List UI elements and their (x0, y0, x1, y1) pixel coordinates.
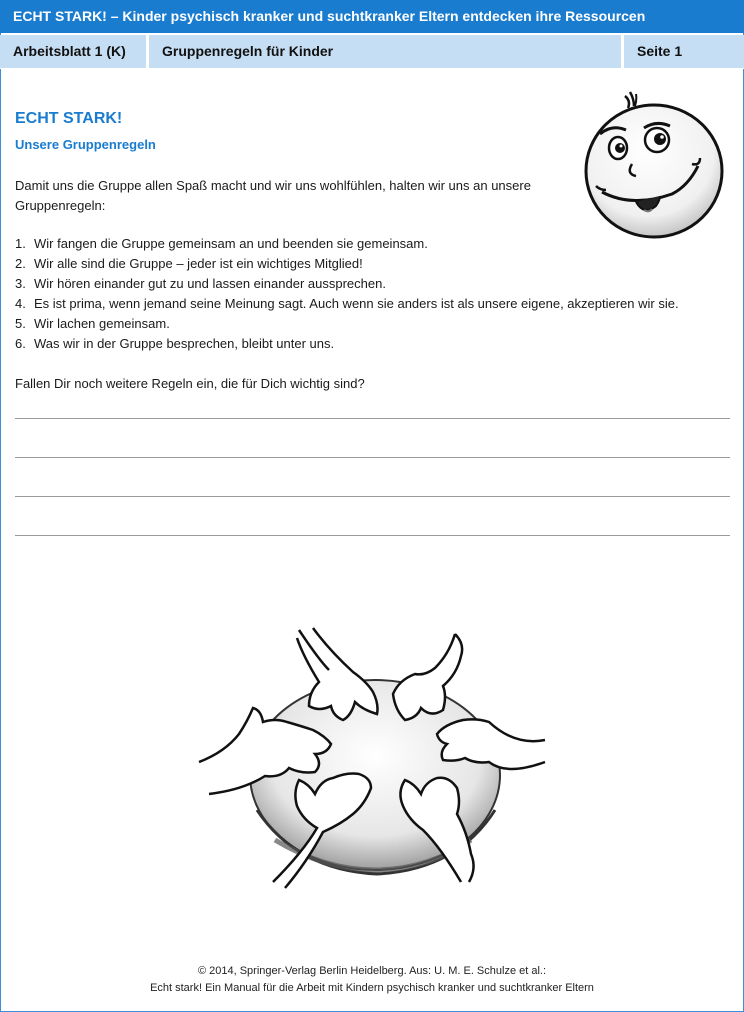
rule-text: Wir lachen gemeinsam. (34, 316, 170, 331)
rule-item (15, 314, 679, 334)
rule-item (15, 334, 679, 354)
worksheet-number: Arbeitsblatt 1 (K) (0, 35, 146, 68)
rule-number: 4. (15, 296, 26, 311)
intro-text: Damit uns die Gruppe allen Spaß macht und wir uns wohlfühlen, halten wir uns an unsere Gruppenregeln: (15, 178, 531, 213)
footer-line: Echt stark! Ein Manual für die Arbeit mit Kindern psychisch kranker und suchtkranker Eltern (150, 982, 594, 994)
footer-line: © 2014, Springer-Verlag Berlin Heidelberg. Aus: U. M. E. Schulze et al.: (197, 965, 547, 977)
rule-text: Wir fangen die Gruppe gemeinsam an und beenden sie gemeinsam. (34, 236, 428, 251)
answer-line[interactable] (15, 535, 730, 536)
answer-line[interactable] (15, 418, 730, 419)
rule-text: Was wir in der Gruppe besprechen, bleibt unter uns. (34, 336, 335, 351)
rule-item (15, 274, 679, 294)
page-subtitle: Unsere Gruppenregeln (15, 137, 156, 152)
answer-line[interactable] (15, 496, 730, 497)
top-banner: ECHT STARK! – Kinder psychisch kranker und suchtkranker Eltern entdecken ihre Ressourcen (0, 0, 744, 33)
rule-text: Wir hören einander gut zu und lassen einander aussprechen. (34, 276, 386, 291)
rule-item (15, 254, 679, 274)
hands-on-ball-icon (195, 620, 555, 890)
worksheet-title: Gruppenregeln für Kinder (149, 35, 621, 68)
rules-list (15, 234, 679, 354)
smiley-face-icon (572, 86, 727, 244)
rule-number: 1. (15, 236, 26, 251)
page-title: ECHT STARK! (15, 110, 123, 127)
footer-credit (0, 963, 744, 997)
rule-number: 3. (15, 276, 26, 291)
rule-number: 6. (15, 336, 26, 351)
worksheet-header (0, 35, 744, 69)
rule-text: Wir alle sind die Gruppe – jeder ist ein wichtiges Mitglied! (34, 256, 363, 271)
rule-number: 5. (15, 316, 26, 331)
page-number: Seite 1 (624, 35, 744, 68)
rule-text: Es ist prima, wenn jemand seine Meinung sagt. Auch wenn sie anders ist als unsere eigene, akzeptieren wir sie. (34, 296, 679, 311)
answer-line[interactable] (15, 457, 730, 458)
rule-number: 2. (15, 256, 26, 271)
rule-item (15, 294, 679, 314)
question-text: Fallen Dir noch weitere Regeln ein, die für Dich wichtig sind? (15, 376, 365, 391)
